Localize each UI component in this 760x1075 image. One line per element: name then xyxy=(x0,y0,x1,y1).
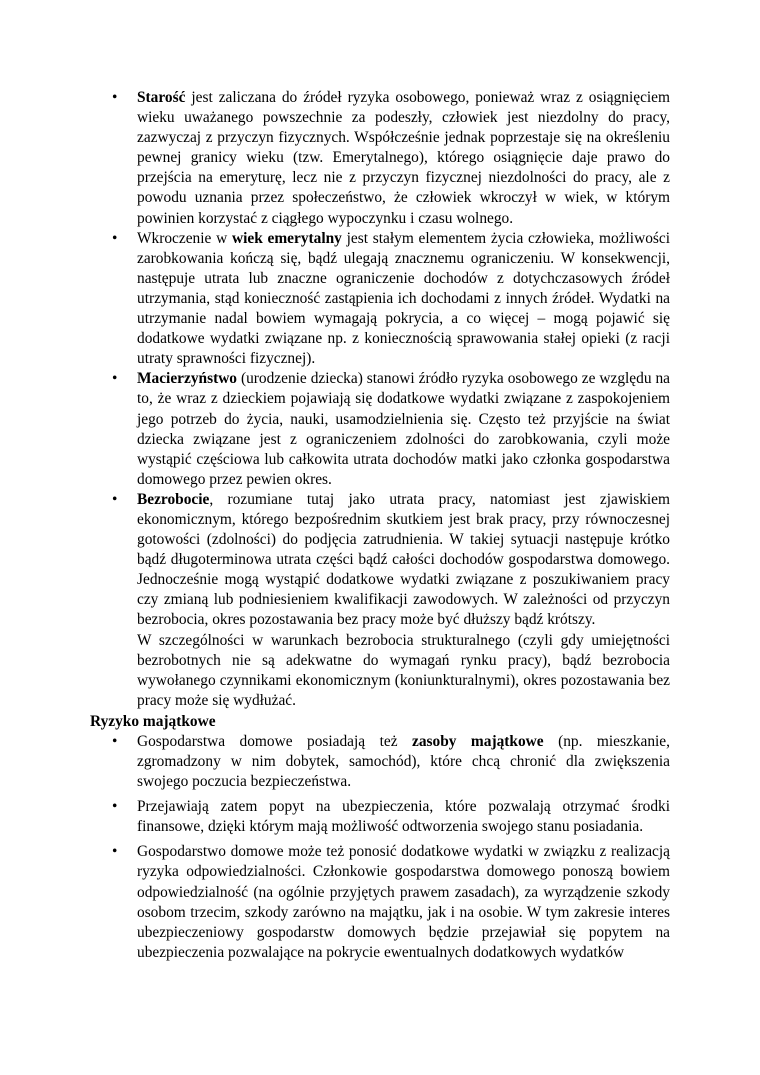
paragraph-text: , rozumiane tutaj jako utrata pracy, natomiast jest zjawiskiem ekonomicznym, którego bezpośrednim skutkiem jest brak pracy, przy równoczesnej gotowości (zdolności) do podjęcia zatrudnienia. W takiej sytuacji następuje krótko bądź długoterminowa utrata części bądź całości dochodów gospodarstwa domowego. Jednocześnie mogą wystąpić dodatkowe wydatki związane z poszukiwaniem pracy czy zmianą lub podniesieniem kwalifikacji zawodowych. W zależności od przyczyn bezrobocia, okres pozostawania bez pracy może być dłuższy bądź krótszy. xyxy=(137,490,670,629)
paragraph-text: jest stałym elementem życia człowieka, możliwości zarobkowania kończą się, bądź ulegają znacznemu ograniczeniu. W konsekwencji, następuje utrata lub znaczne ograniczenie dochodów z dotychczasowych źródeł utrzymania, stąd konieczność zastąpienia ich dochodami z innych źródeł. Wydatki na utrzymanie nadal bowiem wymagają pokrycia, a co więcej – mogą pojawić się dodatkowe wydatki związane np. z koniecznością sprawowania stałej opieki (z racji utraty sprawności fizycznej). xyxy=(137,229,670,368)
list-item-assets xyxy=(112,732,670,792)
bullet-icon: • xyxy=(112,732,118,750)
paragraph xyxy=(137,88,670,229)
list-item-insurance-demand xyxy=(112,797,670,837)
paragraph xyxy=(137,490,670,631)
bullet-icon: • xyxy=(112,229,118,247)
list-item-old-age xyxy=(112,88,670,229)
paragraph-text: (urodzenie dziecka) stanowi źródło ryzyka osobowego ze względu na to, że wraz z dzieckiem pojawiają się dodatkowe wydatki związane z zaspokojeniem jego potrzeb do życia, nauki, usamodzielnienia się. Często też przyjście na świat dziecka związane jest z ograniczeniem zdolności do zarobkowania, czyli może wystąpić częściowa lub całkowita utrata dochodów matki jako członka gospodarstwa domowego przez pewien okres. xyxy=(137,370,670,488)
paragraph xyxy=(137,732,670,792)
bullet-icon: • xyxy=(112,490,118,508)
bullet-icon: • xyxy=(112,843,118,861)
bullet-icon: • xyxy=(112,798,118,816)
paragraph xyxy=(137,229,670,370)
personal-risk-list xyxy=(0,88,760,711)
paragraph-prefix: Wkroczenie w xyxy=(137,229,232,247)
paragraph: Gospodarstwo domowe może też ponosić dodatkowe wydatki w związku z realizacją ryzyka odpowiedzialności. Członkowie gospodarstwa domowego ponoszą bowiem odpowiedzialność (na ogólnie przyjętych prawem zasadach), za wyrządzenie szkody osobom trzecim, szkody zarówno na majątku, jak i na osobie. W tym zakresie interes ubezpieczeniowy gospodarstw domowych będzie przejawiał się popytem na ubezpieczenia pozwalające na pokrycie ewentualnych dodatkowych wydatków xyxy=(137,843,670,961)
section-heading-property-risk: Ryzyko majątkowe xyxy=(90,712,216,730)
paragraph-continued: W szczególności w warunkach bezrobocia strukturalnego (czyli gdy umiejętności bezrobotnych nie są adekwatne do wymagań rynku pracy), bądź bezrobocia wywołanego czynnikami ekonomicznym (koniunkturalnymi), okres pozostawania bez pracy może się wydłużać. xyxy=(137,631,670,709)
term-bold: Bezrobocie xyxy=(137,490,210,508)
term-bold: zasoby majątkowe xyxy=(412,732,544,750)
paragraph-prefix: Gospodarstwa domowe posiadają też xyxy=(137,732,412,750)
document-page xyxy=(0,88,760,963)
paragraph xyxy=(137,369,670,490)
paragraph-text: (np. mieszkanie, zgromadzony w nim dobytek, samochód), które chcą chronić dla zwiększenia swojego poczucia bezpieczeństwa. xyxy=(137,732,670,791)
term-bold: wiek emerytalny xyxy=(231,229,342,247)
list-item-retirement-age xyxy=(112,229,670,370)
list-item-maternity xyxy=(112,369,670,490)
bullet-icon: • xyxy=(112,89,118,106)
bullet-icon: • xyxy=(112,370,118,388)
list-item-unemployment xyxy=(112,490,670,711)
term-bold: Starość xyxy=(137,89,186,106)
property-risk-list xyxy=(0,732,760,963)
list-item-liability xyxy=(112,842,670,963)
paragraph: Przejawiają zatem popyt na ubezpieczenia, które pozwalają otrzymać środki finansowe, dzięki którym mają możliwość odtworzenia swojego stanu posiadania. xyxy=(137,798,670,836)
term-bold: Macierzyństwo xyxy=(137,370,238,388)
paragraph-text: jest zaliczana do źródeł ryzyka osobowego, ponieważ wraz z osiągnięciem wieku uważanego powszechnie za podeszły, człowiek jest niezdolny do pracy, zazwyczaj z przyczyn fizycznych. Współcześnie jednak poprzestaje się na określeniu pewnej granicy wieku (tzw. Emerytalnego), którego osiągnięcie daje prawo do przejścia na emeryturę, lecz nie z przyczyn fizycznej niezdolności do pracy, ale z powodu uznania przez społeczeństwo, że człowiek wkroczył w wiek, w którym powinien korzystać z ciągłego wypoczynku i czasu wolnego. xyxy=(137,89,670,227)
